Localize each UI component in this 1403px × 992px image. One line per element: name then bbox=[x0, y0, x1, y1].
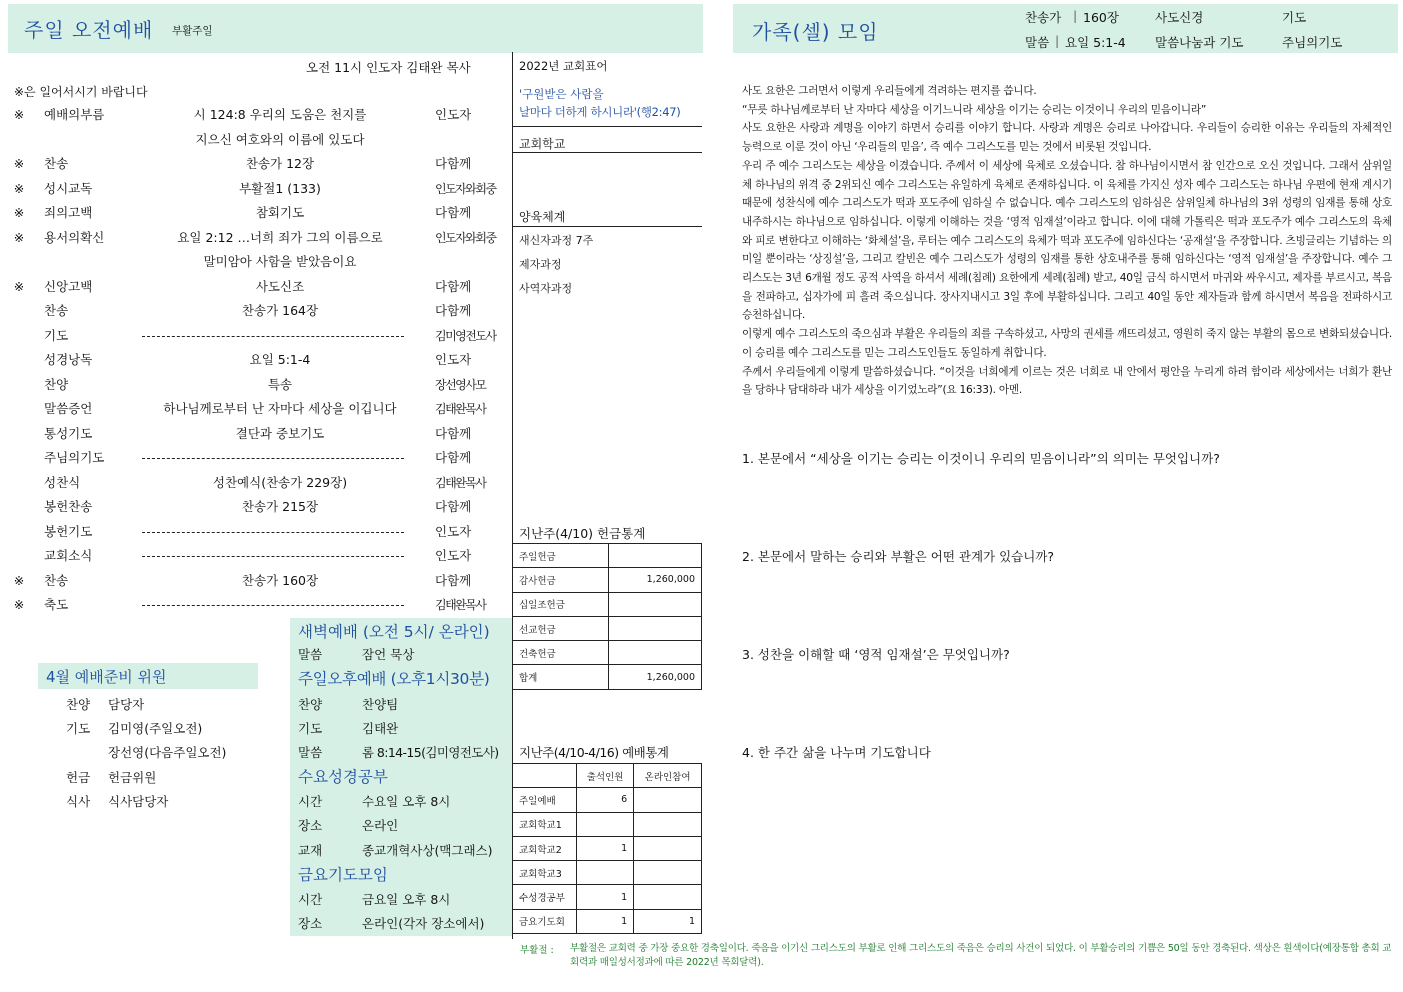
pipe-divider: | bbox=[1055, 33, 1060, 48]
attendance-count: 1 bbox=[577, 885, 634, 909]
order-row bbox=[0, 250, 512, 274]
order-leader: 인도자와회중 bbox=[435, 230, 496, 245]
offering-amount bbox=[609, 641, 702, 665]
order-leader: 다함께 bbox=[435, 499, 472, 514]
order-leader: 인도자 bbox=[435, 548, 472, 563]
school-label: 교회학교 bbox=[519, 137, 566, 151]
order-content: 찬송가 215장 bbox=[241, 499, 319, 514]
order-content: 특송 bbox=[267, 376, 293, 392]
offering-amount: 1,260,000 bbox=[609, 568, 702, 592]
online-count bbox=[634, 836, 702, 860]
fri-prayer-title: 금요기도모임 bbox=[298, 866, 388, 884]
stand-mark: ※ bbox=[13, 572, 25, 588]
sermon-paragraph: 사도 요한은 그러면서 이렇게 우리들에게 격려하는 편지를 씁니다. bbox=[742, 85, 1037, 97]
order-content: 요일 5:1-4 bbox=[249, 352, 311, 367]
table-row bbox=[513, 812, 702, 836]
fri-label: 시간 bbox=[298, 892, 323, 907]
dawn-word-value: 잠언 묵상 bbox=[362, 647, 415, 662]
order-row bbox=[0, 177, 512, 201]
order-row bbox=[0, 103, 512, 127]
order-content: 하나님께로부터 난 자마다 세상을 이깁니다 bbox=[163, 401, 397, 416]
attendance-count bbox=[577, 861, 634, 885]
divider bbox=[512, 126, 702, 127]
stand-mark: ※ bbox=[13, 597, 25, 612]
order-leader: 다함께 bbox=[435, 278, 472, 294]
online-count bbox=[634, 812, 702, 836]
order-content: 찬송가 164장 bbox=[241, 303, 319, 318]
nurture-item: 사역자과정 bbox=[519, 282, 573, 295]
attendance-label: 금요기도회 bbox=[513, 909, 577, 933]
online-count: 1 bbox=[634, 909, 702, 933]
wed-label: 장소 bbox=[298, 818, 323, 833]
prep-person: 헌금위원 bbox=[108, 770, 157, 785]
wed-label: 교재 bbox=[298, 843, 323, 858]
order-row bbox=[0, 495, 512, 519]
table-row bbox=[513, 544, 702, 568]
stand-mark: ※ bbox=[13, 229, 25, 245]
sharing-label: 말씀나눔과 기도 bbox=[1155, 35, 1244, 50]
order-leader: 김미영전도사 bbox=[435, 328, 496, 343]
attendance-header: 온라인참여 bbox=[634, 764, 702, 788]
sermon-paragraph: “무릇 하나님께로부터 난 자마다 세상을 이기느니라 세상을 이기는 승리는 이것이니 우리의 믿음이니라” bbox=[742, 103, 1207, 116]
order-content: 참회기도 bbox=[255, 205, 305, 220]
hymn-number: 160장 bbox=[1083, 10, 1119, 25]
table-row bbox=[513, 568, 702, 592]
sermon-paragraph: 사도 요한은 사랑과 계명을 이야기 하면서 승리를 이야기 합니다. 사랑과 계명은 승리로 나아갑니다. 우리들이 승리한 이유는 우리들의 자체적인 능력으로 이룬 것이 아닌 ‘우리들의 믿음’, 즉 예수 그리스도를 믿는 것에서 비롯된 것입니다. bbox=[742, 122, 1392, 154]
question: 3. 성찬을 이해할 때 ‘영적 임재설’은 무엇입니까? bbox=[742, 647, 1010, 662]
order-item: 축도 bbox=[44, 597, 69, 612]
order-leader: 다함께 bbox=[435, 205, 472, 220]
afternoon-label: 말씀 bbox=[298, 745, 323, 760]
prep-title: 4월 예배준비 위원 bbox=[46, 668, 167, 686]
question: 1. 본문에서 “세상을 이기는 승리는 이것이니 우리의 믿음이니라”의 의미는 무엇입니까? bbox=[742, 451, 1220, 466]
service-time-leader: 오전 11시 인도자 김태완 목사 bbox=[306, 60, 471, 75]
order-content: 찬송가 160장 bbox=[241, 572, 319, 588]
order-content: 말미암아 사함을 받았음이요 bbox=[203, 254, 357, 269]
sermon-paragraph: 이렇게 예수 그리스도의 죽으심과 부활은 우리들의 죄를 구속하셨고, 사망의 권세를 깨뜨리셨고, 영원히 죽지 않는 부활의 몸으로 변화되셨습니다. 이 승리를 예수 그리스도를 믿는 그리스도인들도 동일하게 취합니다. bbox=[742, 328, 1392, 359]
divider bbox=[512, 152, 702, 153]
order-leader: 장선영사모 bbox=[435, 377, 486, 392]
word-label: 말씀 bbox=[1025, 35, 1050, 50]
attendance-title: 지난주(4/10-4/16) 예배통계 bbox=[519, 745, 669, 760]
prep-role: 식사 bbox=[66, 794, 91, 809]
order-leader: 인도자 bbox=[435, 352, 472, 367]
order-item: 기도 bbox=[44, 327, 69, 343]
prep-role: 헌금 bbox=[66, 770, 91, 785]
order-content: 사도신조 bbox=[255, 278, 305, 294]
wed-value: 수요일 오후 8시 bbox=[362, 794, 451, 809]
dashed-leader-line bbox=[142, 458, 404, 459]
stand-mark: ※ bbox=[13, 156, 25, 171]
attendance-count: 1 bbox=[577, 909, 634, 933]
cell-meeting-title: 가족(셀) 모임 bbox=[752, 20, 879, 44]
attendance-count: 6 bbox=[577, 788, 634, 812]
stand-mark: ※ bbox=[13, 107, 25, 122]
dawn-service-title: 새벽예배 (오전 5시/ 온라인) bbox=[298, 623, 490, 641]
fri-value: 온라인(각자 장소에서) bbox=[362, 916, 485, 931]
attendance-header bbox=[513, 764, 577, 788]
table-row bbox=[513, 836, 702, 860]
order-row bbox=[0, 128, 512, 152]
fri-value: 금요일 오후 8시 bbox=[362, 892, 451, 907]
order-item: 찬송 bbox=[44, 572, 69, 588]
cell-meeting-info bbox=[1025, 8, 1395, 52]
order-leader: 김태완목사 bbox=[435, 598, 486, 612]
order-leader: 인도자 bbox=[435, 107, 472, 122]
footnote-label: 부활절 : bbox=[520, 945, 554, 956]
order-row bbox=[0, 544, 512, 568]
order-item: 찬양 bbox=[44, 376, 69, 392]
wed-label: 시간 bbox=[298, 794, 323, 809]
table-row bbox=[513, 764, 702, 788]
order-item: 찬송 bbox=[44, 303, 69, 318]
sermon-paragraph: 주께서 우리들에게 이렇게 말씀하셨습니다. “이것을 너희에게 이르는 것은 너희로 내 안에서 평안을 누리게 하려 함이라 세상에서는 너희가 환난을 당하나 담대하라 내가 세상을 이기었노라”(요 16:33). 아멘. bbox=[742, 365, 1392, 397]
service-title: 주일 오전예배 bbox=[24, 18, 154, 42]
table-row bbox=[513, 788, 702, 812]
table-row bbox=[513, 616, 702, 640]
afternoon-value: 김태완 bbox=[362, 721, 399, 736]
prep-person: 장선영(다음주일오전) bbox=[108, 745, 227, 760]
wed-study-title: 수요성경공부 bbox=[298, 768, 388, 786]
order-row bbox=[0, 593, 512, 617]
offering-label: 선교헌금 bbox=[513, 616, 609, 640]
order-leader: 인도자와회중 bbox=[435, 181, 496, 196]
attendance-label: 교회학교1 bbox=[513, 812, 577, 836]
order-row bbox=[0, 275, 512, 299]
order-item: 성시교독 bbox=[44, 180, 93, 196]
order-item: 봉헌찬송 bbox=[44, 499, 93, 514]
order-row bbox=[0, 397, 512, 421]
order-row bbox=[0, 152, 512, 176]
order-row bbox=[0, 520, 512, 544]
order-leader: 김태완목사 bbox=[435, 475, 486, 490]
table-row bbox=[513, 641, 702, 665]
service-subtitle: 부활주일 bbox=[172, 25, 213, 37]
sermon-paragraph: 우리 주 예수 그리스도는 세상을 이겼습니다. 주께서 이 세상에 육체로 오셨습니다. 참 하나님이시면서 참 인간으로 오신 것입니다. 그래서 삼위일체 하나님의 위격 중 2위되신 예수 그리스도는 유일하게 육체로 존재하십니다. 이 육체를 가지신 성자 예수 그리스도는 하나님 우편에 현재 계시기 때문에 성찬식에 예수 그리스도가 떡과 포도주에 임하실 수 없습니다. 예수 그리스도의 임하심은 삼위일체 하나님의 3위 성령의 임재를 통해 상호내주하시는 하나님으로 임하십니다. 이렇게 이해하는 것을 ‘영적 임재설’이라고 합니다. 이에 대해 가톨릭은 떡과 포도주가 예수 그리스도의 육체와 피로 변한다고 이해하는 ‘화체설’을, 루터는 예수 그리스도의 육체가 떡과 포도주에 임하신다는 ‘공재설’을 주장합니다. 츠빙글리는 기념하는 의미일 뿐이라는 ‘상징설’을, 그리고 칼빈은 예수 그리스도가 성령의 임재를 통한 상호내주를 통해 임하신다는 ‘영적 임재설’을 주장합니다. 예수 그리스도는 3년 6개월 정도 공적 사역을 하셔서 세례(침례) 요한에게 세례(침례) 받고, 40일 금식 하시면서 마귀와 싸우시고, 제자를 부르시고, 복음을 전파하고, 십자가에 피 흘려 죽으십니다. 장사지내시고 3일 후에 부활하십니다. 그리고 40일 동안 제자들과 함께 하시면서 복음을 전파하시고 승천하십니다. bbox=[742, 159, 1392, 322]
stand-mark: ※ bbox=[13, 278, 25, 294]
dashed-leader-line bbox=[142, 556, 404, 557]
offering-amount bbox=[609, 616, 702, 640]
order-row bbox=[0, 201, 512, 225]
stand-mark: ※ bbox=[13, 180, 25, 196]
order-content: 요일 2:12 …너희 죄가 그의 이름으로 bbox=[177, 229, 383, 245]
order-item: 통성기도 bbox=[44, 425, 93, 441]
afternoon-label: 기도 bbox=[298, 721, 323, 736]
offering-amount: 1,260,000 bbox=[609, 665, 702, 689]
order-item: 찬송 bbox=[44, 156, 69, 171]
prayer-label: 기도 bbox=[1282, 10, 1307, 25]
order-row bbox=[0, 569, 512, 593]
table-row bbox=[513, 885, 702, 909]
creed-label: 사도신경 bbox=[1155, 10, 1204, 25]
order-leader: 김태완목사 bbox=[435, 402, 486, 416]
order-item: 말씀증언 bbox=[44, 401, 93, 416]
order-content: 찬송가 12장 bbox=[245, 156, 315, 171]
motto-line-2: 날마다 더하게 하시니라'(행2:47) bbox=[519, 105, 681, 119]
order-item: 용서의확신 bbox=[44, 229, 105, 245]
order-content: 시 124:8 우리의 도움은 천지를 bbox=[193, 107, 367, 122]
order-content: 부활절1 (133) bbox=[239, 180, 321, 196]
order-content: 성찬예식(찬송가 229장) bbox=[212, 474, 348, 490]
offering-label: 합계 bbox=[513, 665, 609, 689]
order-leader: 다함께 bbox=[435, 450, 472, 465]
fri-label: 장소 bbox=[298, 916, 323, 931]
afternoon-value: 롬 8:14-15(김미영전도사) bbox=[362, 745, 499, 760]
order-content: 결단과 중보기도 bbox=[235, 425, 325, 441]
dawn-word-label: 말씀 bbox=[298, 647, 323, 662]
prep-person: 김미영(주일오전) bbox=[108, 721, 203, 736]
sermon-text bbox=[742, 82, 1392, 400]
order-item: 교회소식 bbox=[44, 548, 93, 563]
wed-value: 종교개혁사상(맥그래스) bbox=[362, 843, 493, 858]
motto-title: 2022년 교회표어 bbox=[519, 59, 608, 73]
order-leader: 인도자 bbox=[435, 523, 472, 539]
lords-prayer-label: 주님의기도 bbox=[1282, 35, 1343, 50]
attendance-table bbox=[512, 763, 702, 934]
prep-role: 기도 bbox=[66, 721, 91, 736]
dashed-leader-line bbox=[142, 336, 404, 337]
table-row bbox=[513, 861, 702, 885]
attendance-label: 수성경공부 bbox=[513, 885, 577, 909]
order-row bbox=[0, 324, 512, 348]
order-item: 성찬식 bbox=[44, 474, 81, 490]
table-row bbox=[513, 665, 702, 689]
prep-person: 담당자 bbox=[108, 697, 145, 712]
attendance-label: 주일예배 bbox=[513, 788, 577, 812]
order-leader: 다함께 bbox=[435, 303, 472, 318]
order-item: 죄의고백 bbox=[44, 205, 93, 220]
offering-table bbox=[512, 543, 702, 690]
dashed-leader-line bbox=[142, 605, 404, 606]
online-count bbox=[634, 861, 702, 885]
table-row bbox=[513, 909, 702, 933]
order-row bbox=[0, 446, 512, 470]
online-count bbox=[634, 788, 702, 812]
divider bbox=[512, 226, 702, 227]
order-item: 신앙고백 bbox=[44, 278, 93, 294]
online-count bbox=[634, 885, 702, 909]
afternoon-service-title: 주일오후예배 (오후1시30분) bbox=[298, 670, 490, 688]
order-row bbox=[0, 348, 512, 372]
offering-label: 감사헌금 bbox=[513, 568, 609, 592]
nurture-item: 제자과정 bbox=[519, 258, 562, 271]
offering-amount bbox=[609, 592, 702, 616]
hymn-label: 찬송가 bbox=[1025, 10, 1062, 25]
order-leader: 다함께 bbox=[435, 156, 472, 171]
order-item: 성경낭독 bbox=[44, 352, 93, 367]
attendance-count bbox=[577, 812, 634, 836]
afternoon-value: 찬양팀 bbox=[362, 697, 399, 712]
order-leader: 다함께 bbox=[435, 572, 472, 588]
order-item: 주님의기도 bbox=[44, 450, 105, 465]
attendance-label: 교회학교3 bbox=[513, 861, 577, 885]
order-row bbox=[0, 226, 512, 250]
dashed-leader-line bbox=[142, 532, 404, 533]
order-content: 지으신 여호와의 이름에 있도다 bbox=[195, 131, 365, 147]
offering-label: 건축헌금 bbox=[513, 641, 609, 665]
wed-value: 온라인 bbox=[362, 818, 399, 833]
afternoon-label: 찬양 bbox=[298, 697, 323, 712]
question: 4. 한 주간 삶을 나누며 기도합니다 bbox=[742, 745, 931, 760]
order-row bbox=[0, 471, 512, 495]
table-row bbox=[513, 592, 702, 616]
prep-person: 식사담당자 bbox=[108, 794, 169, 809]
order-row bbox=[0, 299, 512, 323]
footnote-text: 부활절은 교회력 중 가장 중요한 경축일이다. 죽음을 이기신 그리스도의 부활로 인해 그리스도의 죽음은 승리의 사건이 되었다. 이 부활승리의 기쁨은 50일 동안 경축된다. 색상은 흰색이다(예장통합 총회 교회력과 매일성서정과에 따른 2022년 목회달력). bbox=[570, 943, 1392, 968]
offering-label: 십일조헌금 bbox=[513, 592, 609, 616]
attendance-header: 출석인원 bbox=[577, 764, 634, 788]
motto-line-1: '구원받은 사람을 bbox=[519, 87, 604, 101]
prep-role: 찬양 bbox=[66, 697, 91, 712]
offering-title: 지난주(4/10) 헌금통계 bbox=[519, 526, 646, 541]
offering-amount bbox=[609, 544, 702, 568]
order-of-worship bbox=[0, 103, 512, 619]
order-row bbox=[0, 422, 512, 446]
attendance-label: 교회학교2 bbox=[513, 836, 577, 860]
order-leader: 다함께 bbox=[435, 425, 472, 441]
order-row bbox=[0, 373, 512, 397]
nurture-item: 새신자과정 7주 bbox=[519, 234, 594, 247]
attendance-count: 1 bbox=[577, 836, 634, 860]
nurture-label: 양육체계 bbox=[519, 210, 566, 224]
stand-mark: ※ bbox=[13, 205, 25, 220]
question: 2. 본문에서 말하는 승리와 부활은 어떤 관계가 있습니까? bbox=[742, 549, 1055, 564]
order-item: 봉헌기도 bbox=[44, 523, 93, 539]
word-passage: 요일 5:1-4 bbox=[1065, 35, 1126, 50]
order-item: 예배의부름 bbox=[44, 107, 105, 122]
stand-note: ※은 일어서시기 바랍니다 bbox=[14, 85, 148, 99]
offering-label: 주일헌금 bbox=[513, 544, 609, 568]
pipe-divider: | bbox=[1073, 8, 1078, 23]
